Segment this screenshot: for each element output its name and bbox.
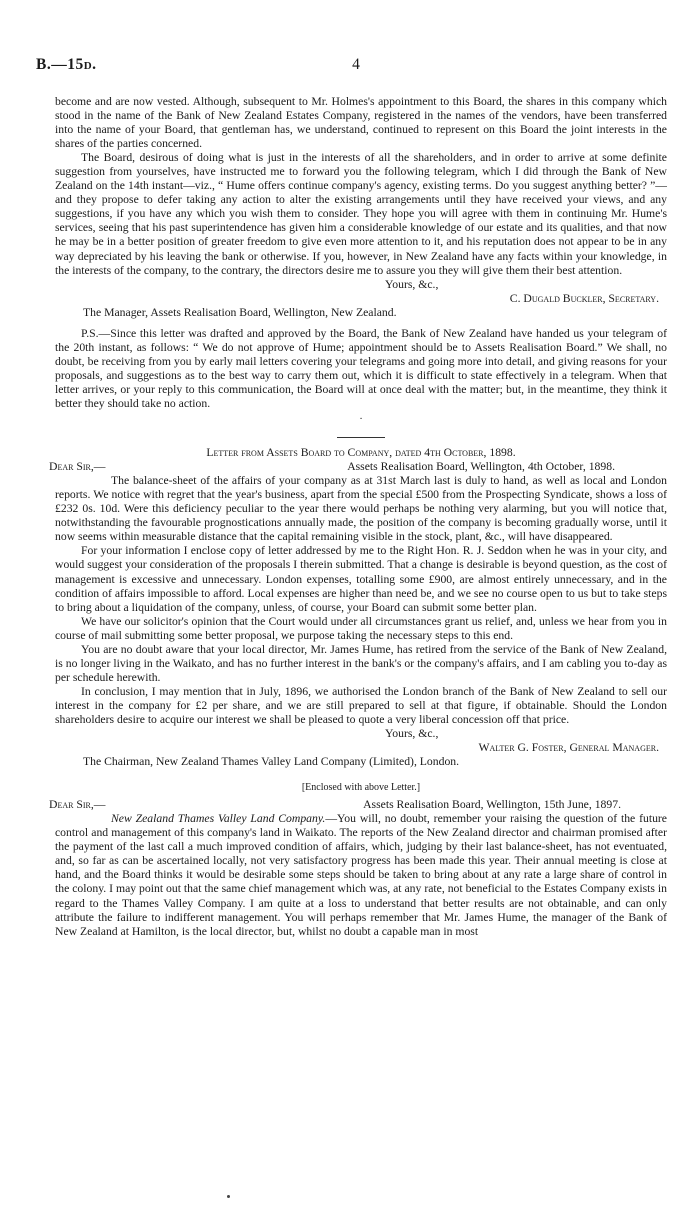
page-header [36, 58, 676, 78]
letter1-signature: C. Dugald Buckler, Secretary. [509, 291, 659, 305]
letter2-heading: Letter from Assets Board to Company, dated 4th October, 1898. [206, 446, 516, 460]
letter2-salutation: Dear Sir,— [49, 460, 106, 474]
enclosure-dateline [49, 798, 667, 812]
letter2-addressee: The Chairman, New Zealand Thames Valley Land Company (Limited), London. [83, 755, 460, 769]
letter2-paragraph: You are no doubt aware that your local director, Mr. James Hume, has retired from the service of the Bank of New Zealand, is no longer living in the Waikato, and has no further interest in the bank's or the company's affairs, and I am cabling you to-day as per schedule herewith. [55, 642, 667, 684]
stray-dot [227, 1195, 230, 1198]
enclosure-text: —You will, no doubt, remember your raising the question of the future control and management of this company's land in Waikato. The reports of the New Zealand director and chairman promised after the payment of the last call a much improved condition of affairs, which, judging by their last balance-sheet, has not eventuated, and, so far as can be ascertained locally, not very satisfactory progress has been made this year. Their annual meeting is close at hand, and the Board thinks it would be desirable some steps should be taken to bring about at any rate a large share of control in the colony. I may point out that the same chief management which was, at any rate, not beneficial to the Estates Company exists in regard to the Thames Valley Company. I am quite at a loss to understand that better results are not obtainable, and can only attribute the failure to indifferent management. You will perhaps remember that Mr. James Hume, the manager of the Bank of New Zealand at Hamilton, is the local director, but, whilst no doubt a capable man in most [55, 812, 667, 938]
document-body [49, 95, 667, 939]
letter2-dateline [49, 460, 667, 474]
enclosure-salutation: Dear Sir,— [49, 798, 106, 812]
document-page [36, 0, 667, 1212]
letter2-paragraph: In conclusion, I may mention that in July, 1896, we authorised the London branch of the Bank of New Zealand to sell our interest in the company for £2 per share, and we are still prepared to sell at that figure, if obtainable. Should the London shareholders desire to acquire our interest we shall be pleased to quote a very liberal concession off that price. [55, 684, 667, 726]
letter1-postscript: P.S.—Since this letter was drafted and approved by the Board, the Bank of New Zealand have handed us your telegram of the 20th instant, as follows: “ We do not approve of Hume; appointment should be to Assets Realisation Board.” We shall, no doubt, be receiving from you by early mail letters covering your telegrams and going more into detail, and giving reasons for your proposals, and suggestions as to the best way to carry them out, which it is difficult to state effectively in a telegram. When that letter arrives, or your reply to this communication, the Board will at once deal with the matter; but, in the meantime, they think it better they should take no action. [55, 326, 667, 410]
letter1-addressee: The Manager, Assets Realisation Board, Wellington, New Zealand. [83, 305, 397, 319]
document-reference: B.—15d. [36, 56, 97, 73]
letter2-paragraph: The balance-sheet of the affairs of your company as at 31st March last is duly to hand, as well as local and London reports. We notice with regret that the year's business, apart from the special £500 from the Prospecting Syndicate, shows a loss of £232 0s. 10d. Were this deficiency peculiar to the year there would perhaps be nothing very alarming, but you will notice that, notwithstanding the favourable prognostications annually made, the position of the company is becoming gradually worse, until it now seems within measurable distance that the capital remaining visible in the stock, plant, &c., will have disappeared. [55, 474, 667, 544]
page-number: 4 [352, 56, 360, 73]
letter2-signature: Walter G. Foster, General Manager. [478, 741, 659, 755]
enclosure-paragraph [55, 812, 667, 938]
enclosure-place-date: Assets Realisation Board, Wellington, 15th June, 1897. [363, 798, 621, 812]
letter1-paragraph: The Board, desirous of doing what is just in the interests of all the shareholders, and in order to arrive at some definite suggestion from yourselves, have instructed me to forward you the following telegram, which I did through the Bank of New Zealand on the 14th instant—viz., “ Hume offers continue company's agency, existing terms. Do you suggest anything better? ”—and they propose to defer taking any action to alter the existing arrangements until they have received your views, and any suggestions, if you have any which you wish them to consider. They hope you will agree with them in continuing Mr. Hume's services, seeing that his past superintendence has given him a considerable knowledge of our estate and its qualities, and that now he may be in a better position of greater freedom to give even more attention to it, and his reputation does not appear to be in any way depreciated by his leaving the bank or otherwise. If you, however, in New Zealand have any facts within your knowledge, in the interests of the company, to the contrary, the directors desire me to assure you they will give them their best attention. [55, 151, 667, 277]
letter2-paragraph: For your information I enclose copy of letter addressed by me to the Right Hon. R. J. Seddon when he was in your city, and would suggest your consideration of the proposals I therein submitted. That a change is desirable is beyond question, as the cost of management is excessive and unnecessary. London expenses, totalling some £900, are almost entirely unnecessary, and in the condition of affairs impossible to afford. Local expenses are higher than need be, and we see no course open to us but to take steps to bring about a liquidation of the company, unless, of course, your Board can submit some better plan. [55, 544, 667, 614]
enclosure-subject: New Zealand Thames Valley Land Company. [111, 812, 326, 826]
letter2-place-date: Assets Realisation Board, Wellington, 4th October, 1898. [347, 460, 615, 474]
letter1-paragraph: become and are now vested. Although, subsequent to Mr. Holmes's appointment to this Board, the shares in this company which stood in the name of the Bank of New Zealand Estates Company, registered in the names of the vendors, have been transferred into the name of your Board, that gentleman has, we understand, continued to represent on this Board the joint interests in the shares of the parties concerned. [55, 95, 667, 151]
enclosure-note: [Enclosed with above Letter.] [301, 782, 421, 794]
letter1-closing: Yours, &c., [385, 277, 439, 291]
letter2-paragraph: We have our solicitor's opinion that the Court would under all circumstances grant us relief, and, unless we hear from you in course of mail submitting some better proposal, we purpose taking the necessary steps to this end. [55, 614, 667, 642]
letter2-closing: Yours, &c., [385, 727, 439, 741]
stray-mark: · [359, 414, 363, 426]
section-divider [337, 437, 385, 438]
